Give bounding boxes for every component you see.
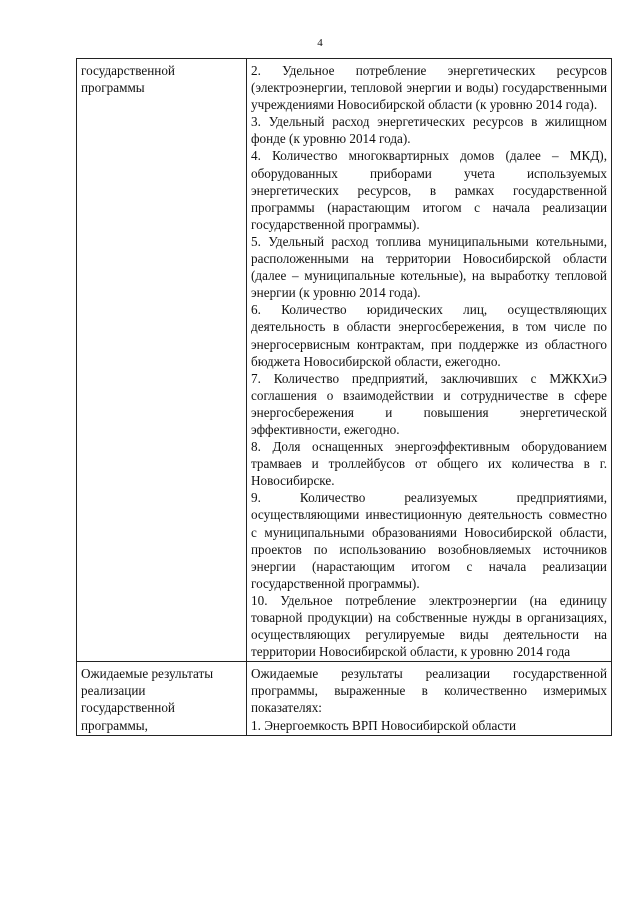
indicator-item: 7. Количество предприятий, заключивших с МЖКХиЭ соглашения о взаимодействии и сотрудничестве в сфере энергосбережения и повышения энергетической эффективности, ежегодно. (251, 370, 607, 437)
indicator-item: 4. Количество многоквартирных домов (далее – МКД), оборудованных приборами учета используемых энергетических ресурсов, в рамках государственной программы (нарастающим итогом с начала реализации государственной программы). (251, 148, 607, 232)
table-cell-label (77, 59, 247, 662)
table-row (77, 59, 612, 662)
indicator-item: 2. Удельное потребление энергетических ресурсов (электроэнергии, тепловой энергии и воды) государственными учреждениями Новосибирской области (к уровню 2014 года). (251, 63, 607, 113)
table-cell-content (247, 662, 612, 735)
indicator-item: 3. Удельный расход энергетических ресурсов в жилищном фонде (к уровню 2014 года). (251, 114, 607, 147)
row-label: государственной программы (81, 63, 175, 96)
table-row (77, 662, 612, 735)
indicator-item: 8. Доля оснащенных энергоэффективным оборудованием трамваев и троллейбусов от общего их количества в г. Новосибирске. (251, 439, 607, 489)
page-number: 4 (317, 37, 323, 49)
indicator-item: 6. Количество юридических лиц, осуществляющих деятельность в области энергосбережения, в том числе по энергосервисным контрактам, при поддержке из областного бюджета Новосибирской области, ежегодно. (251, 302, 607, 369)
results-intro: Ожидаемые результаты реализации государственной программы, выраженные в количественно измеримых показателях: (251, 666, 607, 716)
indicator-item: 9. Количество реализуемых предприятиями, осуществляющими инвестиционную деятельность совместно с муниципальными образованиями Новосибирской области, проектов по использованию возобновляемых источников энергии (нарастающим итогом с начала реализации государственной программы). (251, 490, 607, 591)
table-cell-label (77, 662, 247, 735)
indicator-item: 10. Удельное потребление электроэнергии (на единицу товарной продукции) на собственные нужды в организациях, осуществляющих регулируемые виды деятельности на территории Новосибирской области, к уровню 2014 года (251, 592, 607, 660)
indicator-item: 5. Удельный расход топлива муниципальными котельными, расположенными на территории Новосибирской области (далее – муниципальные котельные), на выработку тепловой энергии (к уровню 2014 года). (251, 233, 607, 301)
table-cell-content (247, 59, 612, 662)
result-item: 1. Энергоемкость ВРП Новосибирской области (251, 717, 517, 733)
passport-table (76, 58, 612, 736)
row-label: Ожидаемые результаты реализации государственной программы, (81, 666, 214, 733)
